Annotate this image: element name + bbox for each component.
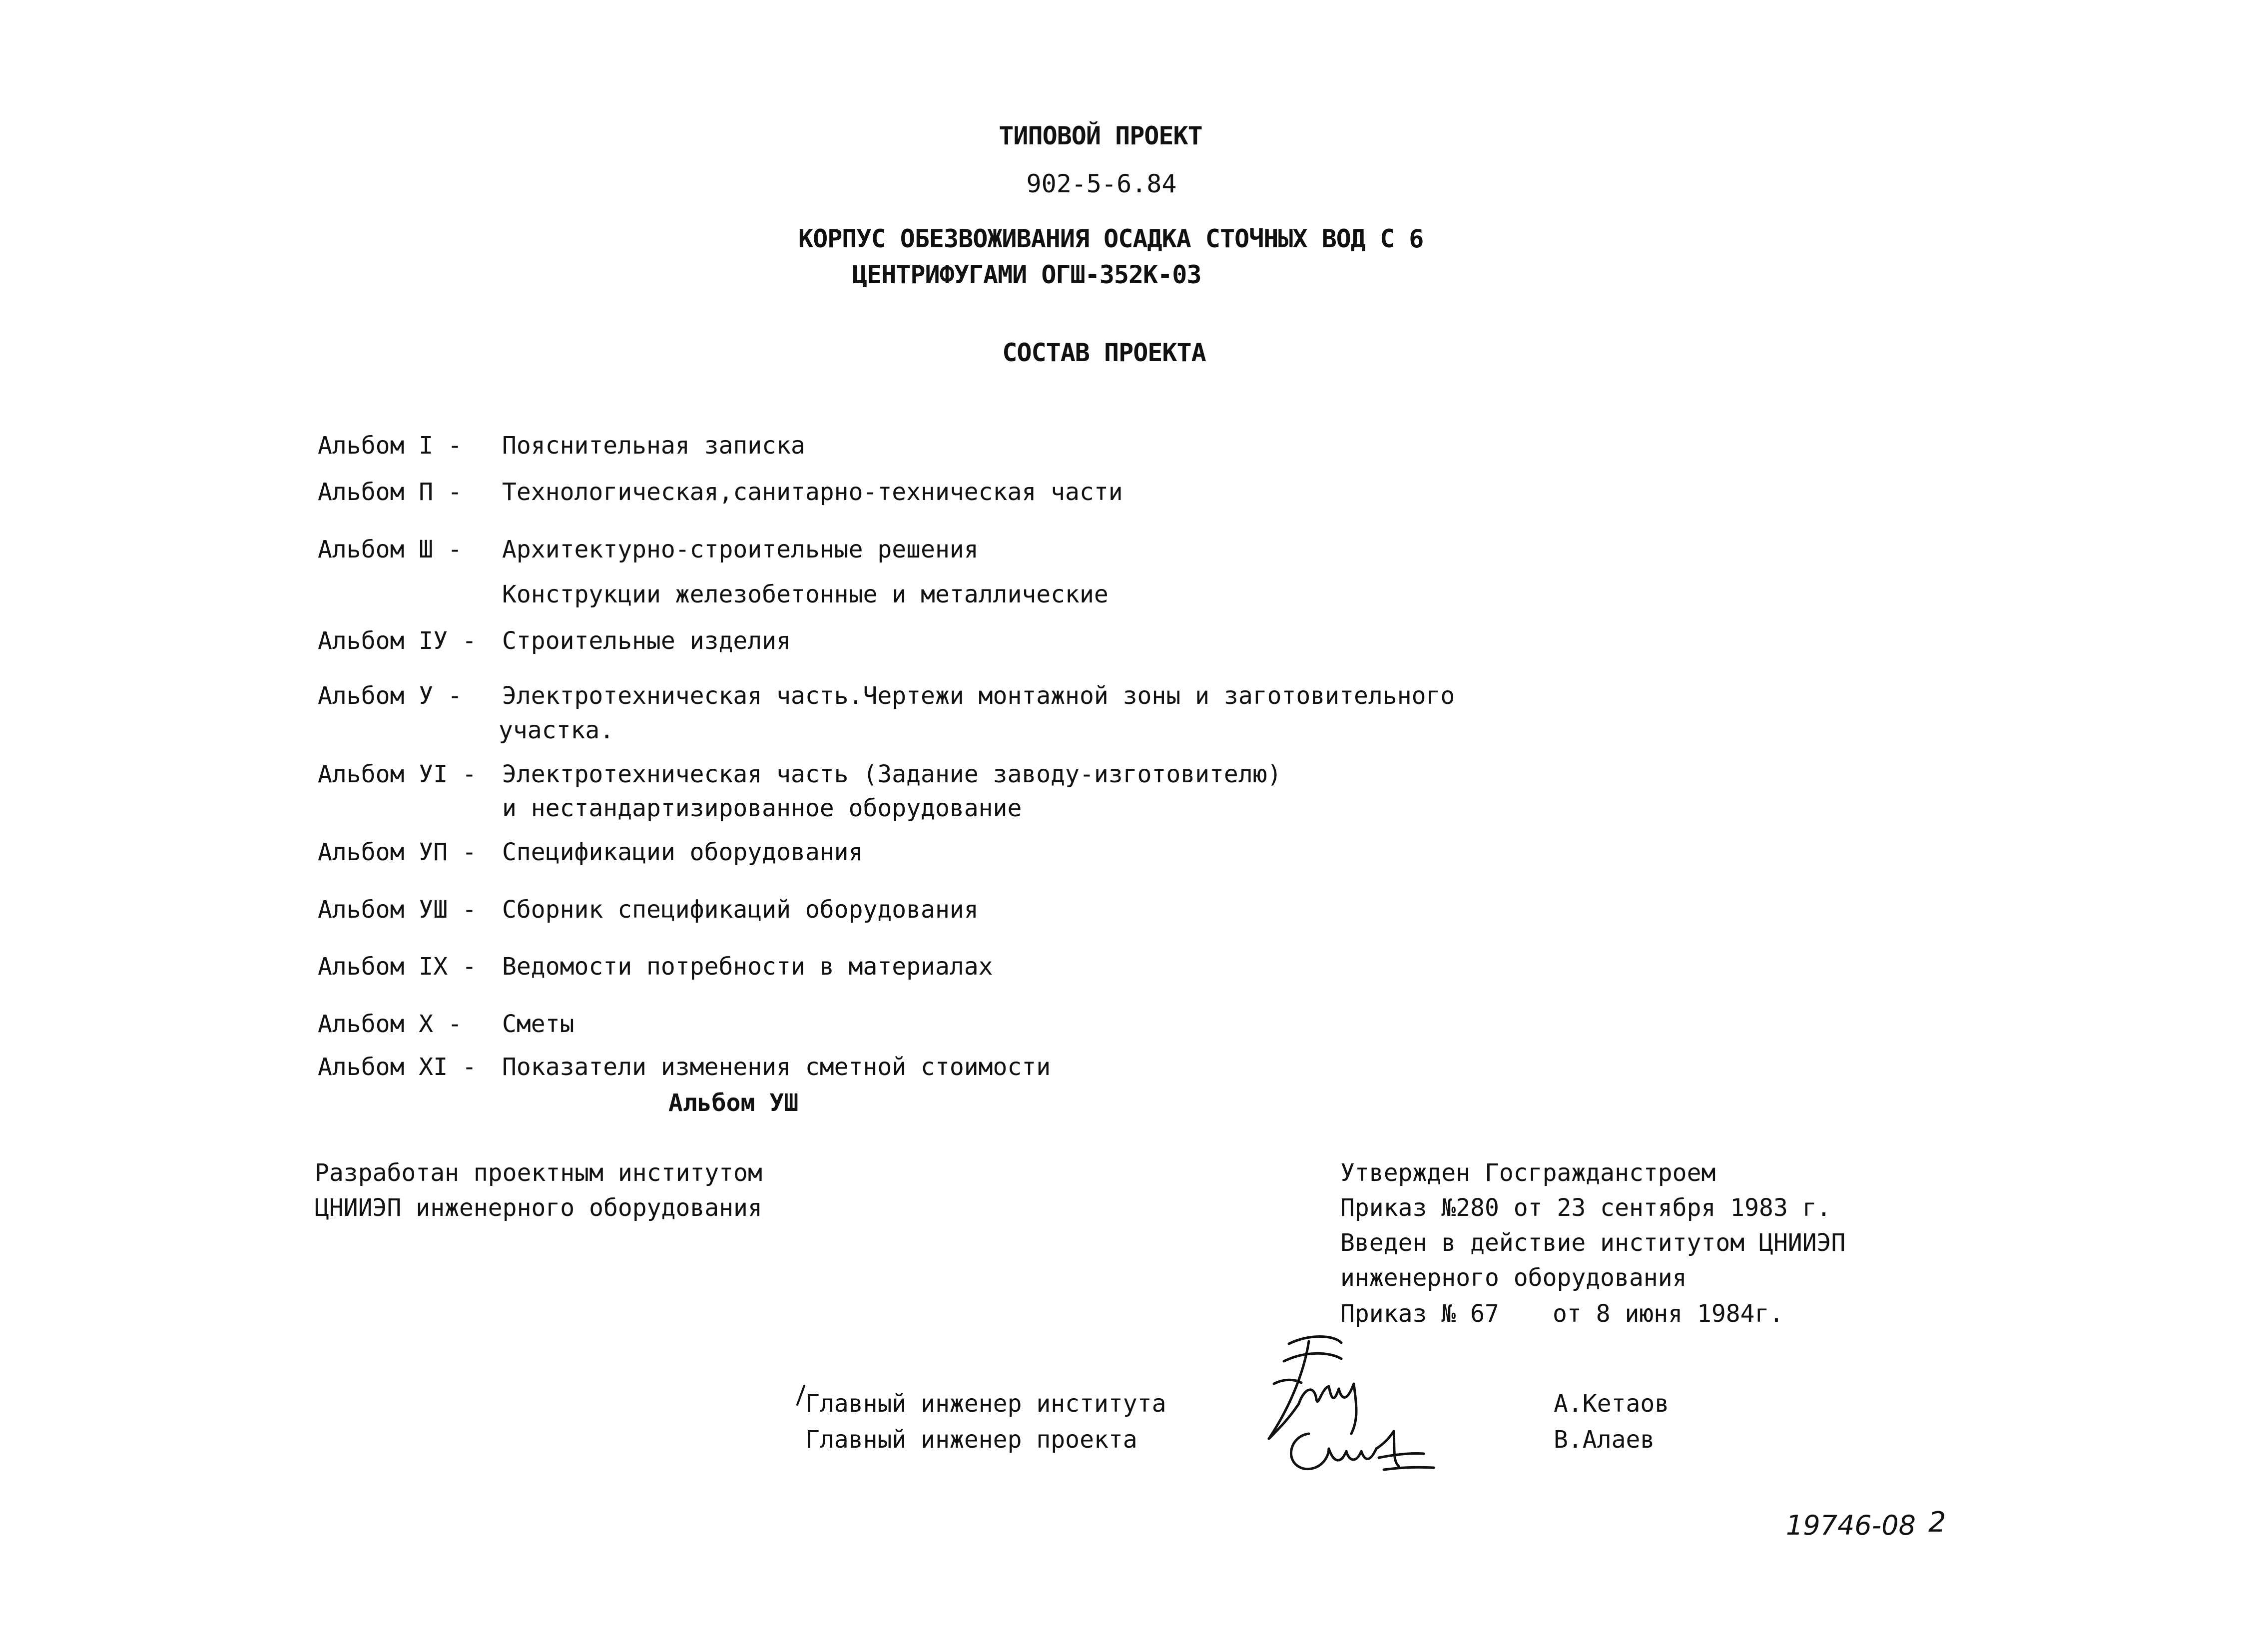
developer-line1: Разработан проектным институтом <box>315 1159 762 1187</box>
approval-line3: Введен в действие институтом ЦНИИЭП <box>1340 1229 1846 1257</box>
project-number: 902-5-6.84 <box>1026 169 1177 198</box>
album-label: Альбом IУ - <box>318 627 477 655</box>
album-label: Альбом У - <box>318 682 462 710</box>
project-title-line2: ЦЕНТРИФУГАМИ ОГШ-352К-03 <box>852 260 1201 289</box>
album-label: Альбом XI - <box>318 1053 477 1081</box>
album-description: Электротехническая часть.Чертежи монтажной зоны и заготовительного <box>502 682 1455 710</box>
approval-line1: Утвержден Госгражданстроем <box>1340 1159 1716 1187</box>
current-album: Альбом УШ <box>668 1089 799 1117</box>
approval-line2: Приказ №280 от 23 сентября 1983 г. <box>1340 1194 1831 1222</box>
type-label: ТИПОВОЙ ПРОЕКТ <box>999 121 1202 150</box>
album-description-continued: и нестандартизированное оборудование <box>502 794 1022 822</box>
signature-name: В.Алаев <box>1554 1426 1655 1454</box>
album-description: Пояснительная записка <box>502 432 805 460</box>
approval-date: от 8 июня 1984г. <box>1553 1300 1784 1328</box>
album-label: Альбом I - <box>318 432 462 460</box>
album-label: Альбом X - <box>318 1010 462 1038</box>
album-description-continued: Конструкции железобетонные и металлические <box>502 580 1109 608</box>
section-title: СОСТАВ ПРОЕКТА <box>1002 338 1206 367</box>
album-label: Альбом IX - <box>318 953 477 981</box>
album-description: Спецификации оборудования <box>502 838 863 866</box>
signature-role: Главный инженер института <box>805 1390 1166 1418</box>
album-description: Электротехническая часть (Задание заводу-изготовителю) <box>502 760 1282 788</box>
approval-line4: инженерного оборудования <box>1340 1264 1687 1292</box>
signature-role: Главный инженер проекта <box>805 1426 1137 1454</box>
album-label: Альбом УI - <box>318 760 477 788</box>
project-title-line1: КОРПУС ОБЕЗВОЖИВАНИЯ ОСАДКА СТОЧНЫХ ВОД С 6 <box>798 224 1424 253</box>
album-description: Строительные изделия <box>502 627 791 655</box>
album-description: Архитектурно-строительные решения <box>502 536 979 563</box>
signature-name: А.Кетаов <box>1554 1390 1670 1418</box>
handwritten-signature-icon <box>1234 1329 1444 1479</box>
approval-order: Приказ № 67 <box>1340 1300 1499 1328</box>
album-label: Альбом П - <box>318 478 462 506</box>
album-description: Показатели изменения сметной стоимости <box>502 1053 1051 1081</box>
album-description: Сборник спецификаций оборудования <box>502 896 979 924</box>
album-description: Сметы <box>502 1010 574 1038</box>
page-number: 2 <box>1928 1506 1946 1539</box>
album-label: Альбом УП - <box>318 838 477 866</box>
album-label: Альбом УШ - <box>318 896 477 924</box>
album-description-continued: участка. <box>499 716 614 744</box>
developer-line2: ЦНИИЭП инженерного оборудования <box>315 1194 762 1222</box>
album-description: Ведомости потребности в материалах <box>502 953 993 981</box>
tick-mark-icon <box>793 1384 808 1409</box>
album-description: Технологическая,санитарно-техническая части <box>502 478 1123 506</box>
album-label: Альбом Ш - <box>318 536 462 563</box>
document-code: 19746-08 <box>1786 1510 1916 1541</box>
